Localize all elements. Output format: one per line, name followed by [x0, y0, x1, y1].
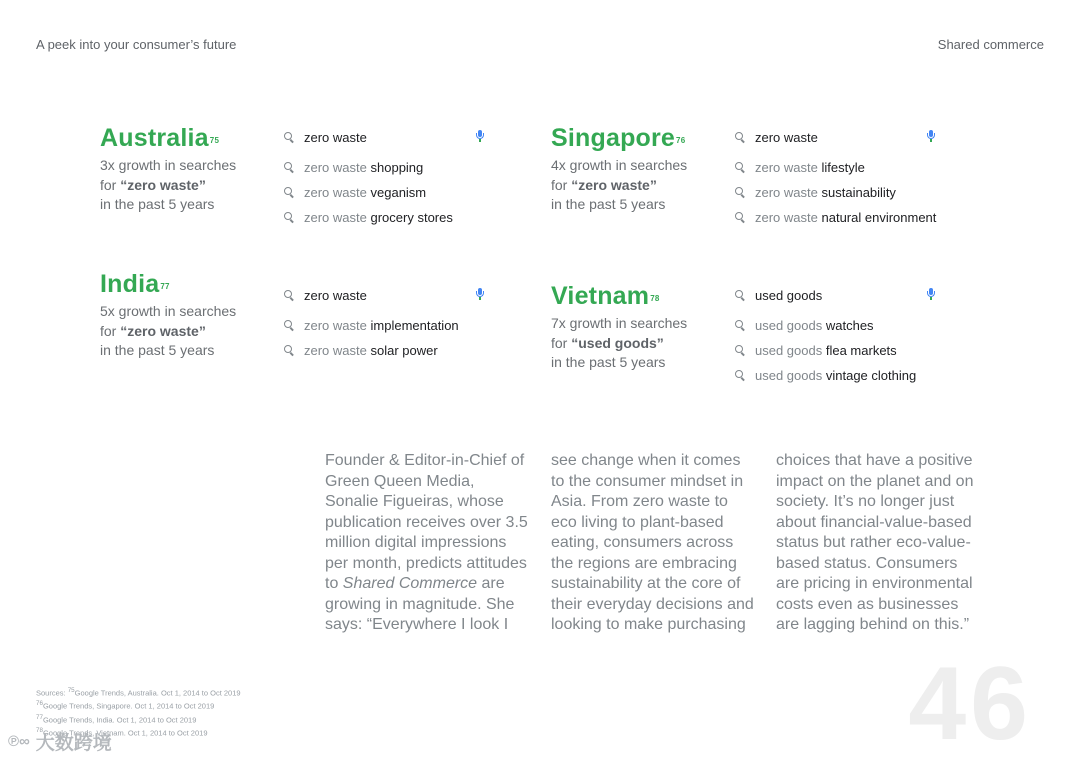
country-name: India$^{77}$ [100, 270, 170, 298]
growth-stat: 7x growth in searches for “used goods” in the past 5 years [551, 315, 688, 370]
body-text-column-3: choices that have a positive impact on the planet and on society. It’s no longer just about financial-value-based status but rather eco-value-based status. Consumers are pricing in environmental costs even as businesses are lagging behind on this.” [776, 452, 974, 633]
search-icon [284, 345, 295, 356]
footnote-ref: 76 [676, 136, 686, 145]
search-query-row[interactable]: zero waste [284, 124, 484, 150]
page-number: 46 [908, 646, 1032, 762]
search-icon [735, 370, 746, 381]
sources-footnotes: Sources: $^{75}$Google Trends, Australia. Oct 1, 2014 to Oct 2019 $^{76}$Google Trends, Singapore. Oct 1, 2014 to Oct 2019 $^{77}$Google Trends, India. Oct 1, 2014 to Oct 2019 $^{78}$Google Trends, Vietnam. Oct 1, 2014 to Oct 2019 [36, 687, 241, 738]
country-block-india [100, 270, 236, 361]
search-icon [284, 320, 295, 331]
microphone-icon[interactable] [476, 130, 484, 143]
microphone-icon[interactable] [927, 288, 935, 301]
country-block-singapore [551, 124, 687, 215]
search-box-vietnam [735, 282, 935, 388]
footnote-ref: 75 [209, 136, 220, 145]
search-box-australia [284, 124, 484, 230]
search-suggestion[interactable]: zero waste lifestyle [735, 155, 935, 180]
search-suggestion[interactable]: zero waste implementation [284, 313, 484, 338]
search-icon [735, 320, 746, 331]
country-block-vietnam [551, 282, 687, 373]
country-name: Australia$^{75}$ [100, 124, 220, 152]
microphone-icon[interactable] [476, 288, 484, 301]
header-left-title: A peek into your consumer’s future [36, 37, 237, 52]
search-icon [735, 187, 746, 198]
search-icon [735, 290, 746, 301]
growth-stat: 3x growth in searches for “zero waste” in the past 5 years [100, 157, 237, 212]
search-suggestion[interactable]: used goods vintage clothing [735, 363, 935, 388]
search-suggestion[interactable]: zero waste solar power [284, 338, 484, 363]
search-suggestion[interactable]: used goods flea markets [735, 338, 935, 363]
search-suggestion[interactable]: zero waste grocery stores [284, 205, 484, 230]
search-box-india [284, 282, 484, 363]
footnote-ref: 78 [650, 294, 660, 303]
body-text-column-2: see change when it comes to the consumer mindset in Asia. From zero waste to eco living to plant-based eating, consumers across the regions are embracing sustainability at the core of their everyday decisions and looking to make purchasing [551, 452, 754, 633]
search-icon [735, 345, 746, 356]
search-suggestion[interactable]: zero waste veganism [284, 180, 484, 205]
growth-stat: 4x growth in searches for “zero waste” in the past 5 years [551, 157, 688, 212]
country-name: Singapore$^{76}$ [551, 124, 686, 152]
search-suggestion[interactable]: zero waste shopping [284, 155, 484, 180]
search-suggestion[interactable]: zero waste natural environment [735, 205, 935, 230]
search-icon [284, 162, 295, 173]
watermark-logo-icon: ℗∞ [8, 733, 30, 750]
search-box-singapore [735, 124, 935, 230]
search-suggestion[interactable]: zero waste sustainability [735, 180, 935, 205]
search-query-row[interactable]: zero waste [735, 124, 935, 150]
search-icon [284, 212, 295, 223]
search-suggestion[interactable]: used goods watches [735, 313, 935, 338]
growth-stat: 5x growth in searches for “zero waste” in the past 5 years [100, 303, 237, 358]
search-icon [735, 212, 746, 223]
header-right-section: Shared commerce [937, 37, 1044, 52]
body-text-column-1: Founder & Editor-in-Chief of Green Queen Media, Sonalie Figueiras, whose publication receives over 3.5 million digital impressions per month, predicts attitudes to Shared Commerce are growing in magnitude. She says: “Everywhere I look I [325, 452, 528, 633]
search-icon [284, 187, 295, 198]
search-query-row[interactable]: zero waste [284, 282, 484, 308]
search-query-row[interactable]: used goods [735, 282, 935, 308]
microphone-icon[interactable] [927, 130, 935, 143]
footnote-ref: 77 [160, 282, 170, 291]
search-icon [284, 132, 295, 143]
search-icon [735, 162, 746, 173]
country-name: Vietnam$^{78}$ [551, 282, 660, 310]
watermark [8, 728, 112, 755]
country-block-australia [100, 124, 236, 215]
search-icon [735, 132, 746, 143]
search-icon [284, 290, 295, 301]
watermark-text: 大数跨境 [35, 733, 112, 754]
